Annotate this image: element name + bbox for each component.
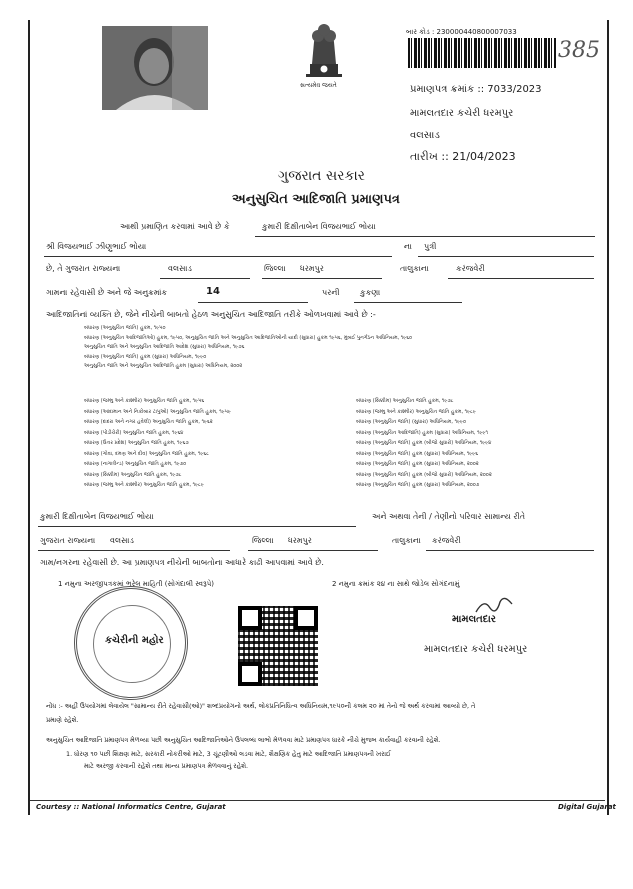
residence-state-label: ગુજરાત રાજ્યના: [40, 536, 96, 545]
certificate-number: પ્રમાણપત્ર ક્રમાંક :: 7033/2023: [410, 84, 542, 95]
applicant-name: કુમારી દિક્ષીતાબેન વિજયભાઈ ભોયા: [262, 222, 376, 231]
serial-number: 14: [206, 286, 220, 297]
declaration-text: આદિજાતિનાં વ્યક્તિ છે, જેને નીચેની બાબતો હેઠળ અનુસુચિત આદિજાતિ તરીકે ઓળખવામાં આવે છે :-: [46, 310, 376, 319]
act-item: બંધારણ (અનુસુચિત જાતિ) (સુધારા) અધિનિયમ, ૧૯૯૦: [356, 419, 466, 425]
qr-code: [238, 606, 318, 686]
applicant-photo: [102, 26, 208, 110]
barcode: [408, 38, 556, 68]
act-item: બંધારણ (અનુસુચિત જાતિ) હુકમ (સુધારા) અધિનિયમ, ૨૦૦૭: [356, 482, 480, 488]
father-name: શ્રી વિજયભાઈ ઝીણુભાઈ ભોયા: [46, 242, 147, 251]
residence-jilla-value: ધરમપુર: [288, 536, 312, 545]
acts-list: [84, 324, 584, 372]
act-item: બંધારણ (અનુસુચિત જાતિ) હુકમ (સુધારા) અધિનિયમ, ૧૯૯૦: [84, 353, 207, 360]
residence-note: ગામ/નગરના રહેવાસી છે. આ પ્રમાણપત્ર નીચેની બાબતોના આધારે કાઢી આપવામાં આવે છે.: [40, 558, 324, 567]
state-prefix: છે, તે ગુજરાત રાજ્યના: [46, 264, 121, 273]
handwritten-number: 385: [558, 38, 600, 63]
signatory-office: મામલતદાર કચેરી ધરમપુર: [424, 644, 528, 655]
residence-name: કુમારી દિક્ષીતાબેન વિજયભાઈ ભોયા: [40, 512, 154, 521]
certify-text: આથી પ્રમાણિત કરવામાં આવે છે કે: [120, 222, 230, 231]
act-item: બંધારણ (અનુસુચિત જાતિ) હુકમ (બીજો સુધારો) અધિનિયમ, ૧૯૯૪: [356, 440, 492, 446]
footer-digital-gujarat: Digital Gujarat: [558, 803, 616, 811]
acts-left-list: [84, 396, 324, 491]
relation-label: ના: [404, 242, 412, 251]
signatory-title: મામલતદાર: [452, 614, 496, 625]
basis-item-1: 1 નમુના અરજીપત્રકમાં ભરેલ માહિતી (સોગંદાલી સ્વરૂપે): [58, 580, 215, 588]
residence-tail: અને અથવા તેની / તેણીનો પરિવાર સામાન્ય રીતે: [372, 512, 526, 521]
act-item: બંધારણ (દાદરા અને નગર હવેલી) અનુસુચિત જાતિ હુકમ, ૧૯૬૨: [84, 419, 213, 425]
jilla-label: જિલ્લા: [264, 264, 286, 273]
jilla-value: ધરમપુર: [300, 264, 324, 273]
relation-value: પુત્રી: [424, 242, 437, 251]
act-item: બંધારણ (પોંડીચેરી) અનુસુચિત જાતિ હુકમ, ૧૯૬૪: [84, 429, 184, 436]
note-c: 1. ધોરણ ૧૦ પછી શિક્ષણ માટે, સરકારી નોકરીઓ માટે, 3 ચૂંટણીઓ લડવા માટે, શૈક્ષણિક હેતુ માટે આદિજાતિ પ્રમાણપત્રની ખરાઈ: [66, 750, 391, 758]
issuing-district: વલસાડ: [410, 130, 440, 141]
taluka-label: તાલુકાના: [400, 264, 429, 273]
act-item: બંધારણ (આંદામાન અને નિકોબાર ટાપુઓ) અનુસુચિત જાતિ હુકમ, ૧૯૫૯: [84, 408, 231, 415]
office-seal: [74, 586, 188, 700]
seal-label: કચેરીની મહોર: [105, 635, 164, 646]
act-item: બંધારણ (અનુસુચિત આદિજાતિ) હુકમ (સુધારા) અધિનિયમ, ૧૯૯૧: [356, 429, 488, 436]
act-item: બંધારણ (અનુસુચિત જાતિ) હુકમ (સુધારા) અધિનિયમ, ૨૦૦૨: [356, 461, 479, 467]
act-item: અનુસુચિત જાતિ અને અનુસુચિત આદિજાતિ આદેશ (સુધારા) અધિનિયમ, ૧૯૭૬: [84, 344, 245, 350]
act-item: બંધારણ (અનુસુચિત જાતિ) હુકમ, ૧૯૫૦: [84, 325, 166, 331]
act-item: બંધારણ (અનુસુચિત જાતિ) હુકમ (બીજો સુધારો) અધિનિયમ, ૨૦૦૨: [356, 471, 492, 478]
residence-taluka-value: કરંજવેરી: [432, 536, 461, 545]
certificate-title: અનુસુચિત આદિજાતિ પ્રમાણપત્ર: [232, 192, 400, 207]
residence-taluka-label: તાલુકાના: [392, 536, 421, 545]
act-item: અનુસુચિત જાતિ અને અનુસુચિત આદિજાતિ હુકમ (સુધારા) અધિનિયમ, ૨૦૦૨: [84, 363, 243, 369]
district-value: વલસાડ: [168, 264, 192, 273]
issue-date: તારીખ :: 21/04/2023: [410, 150, 516, 163]
government-title: ગુજરાત સરકાર: [278, 168, 365, 184]
residence-jilla-label: જિલ્લા: [252, 536, 274, 545]
taluka-value: કરંજવેરી: [456, 264, 485, 273]
residence-district: વલસાડ: [110, 536, 134, 545]
act-item: બંધારણ (ઉત્તર પ્રદેશ) અનુસુચિત જાતિ હુકમ, ૧૯૬૭: [84, 440, 189, 446]
footer-divider: [30, 800, 605, 801]
issuing-office: મામલતદાર કચેરી ધરમપુર: [410, 108, 514, 119]
tribe-prefix: ગામના રહેવાસી છે અને જે અનુક્રમાંક: [46, 288, 168, 297]
emblem-caption: સત્યમેવ જયતે: [300, 82, 337, 89]
tribe-label: પરની: [322, 288, 340, 297]
tribe-value: કુકણા: [360, 288, 381, 297]
footer-courtesy: Courtesy :: National Informatics Centre, Gujarat: [36, 803, 226, 811]
state-emblem-icon: [296, 14, 352, 92]
act-item: બંધારણ (સિક્કીમ) અનુસુચિત જાતિ હુકમ, ૧૯૭૮: [356, 398, 454, 404]
acts-right-list: [356, 396, 586, 491]
barcode-label: બાર કોડ : 230000440800007033: [406, 28, 517, 36]
act-item: બંધારણ (જમ્મુ અને કાશ્મીર) અનુસુચિત જાતિ હુકમ, ૧૯૮૯: [84, 482, 204, 488]
act-item: બંધારણ (અનુસુચિત આદિજાતિઓ) હુકમ, ૧૯૫૦, અનુસુચિત જાતિ અને અનુસુચિત આદિજાતિઓની યાદી (સુધારા) હુકમ ૧૯૫૬, મુંબઈ પુનર્ગઠન અધિનિયમ, ૧૯૬૦: [84, 334, 413, 341]
act-item: બંધારણ (જમ્મુ અને કાશ્મીર) અનુસુચિત જાતિ હુકમ, ૧૯૫૬: [84, 398, 205, 404]
act-item: બંધારણ (અનુસુચિત જાતિ) હુકમ (સુધારા) અધિનિયમ, ૧૯૯૬: [356, 450, 478, 457]
basis-item-2: 2 નમુના ક્રમાંક ૨૪ ના સાથે જોડેલ સોગંદનામું: [332, 580, 460, 588]
act-item: બંધારણ (જમ્મુ અને કાશ્મીર) અનુસુચિત જાતિ હુકમ, ૧૯૮૯: [356, 408, 476, 415]
note-a: નોંધ :- અહીં ઉપયોગમાં લેવાયેલ "સામાન્ય રીતે રહેવાસી(ઓ)" શબ્દપ્રયોગનો અર્થ, લોકપ્રતિનિધિત્વ અધિનિયમ,૧૯૫૦ની કલમ ૨૦ માં તેનો જે અર્થ કરવામાં આવ્યો છે, તે: [46, 702, 476, 710]
act-item: બંધારણ (ગોવા, દમણ અને દીવ) અનુસુચિત જાતિ હુકમ, ૧૯૬૮: [84, 450, 209, 457]
note-b: અનુસુચિત આદિજાતિ પ્રમાણપત્ર મેળવ્યા પછી અનુસુચિત આદિજાતિઓને ઉપલબ્ધ લાભો મેળવવા માટે પ્રમાણપત્ર ધારકે નીચે મુજબ કાર્યવાહી કરવાની રહેશે.: [46, 736, 441, 744]
note-a2: પ્રમાણે રહેશે.: [46, 716, 79, 724]
note-d: માટે અરજી કરવાની રહેશે તથા માન્ય પ્રમાણપત્ર મેળવવાનું રહેશે.: [84, 762, 249, 770]
act-item: બંધારણ (નાગાલેન્ડ) અનુસુચિત જાતિ હુકમ, ૧૯૭૦: [84, 461, 187, 467]
act-item: બંધારણ (સિક્કીમ) અનુસુચિત જાતિ હુકમ, ૧૯૭૮: [84, 471, 182, 478]
